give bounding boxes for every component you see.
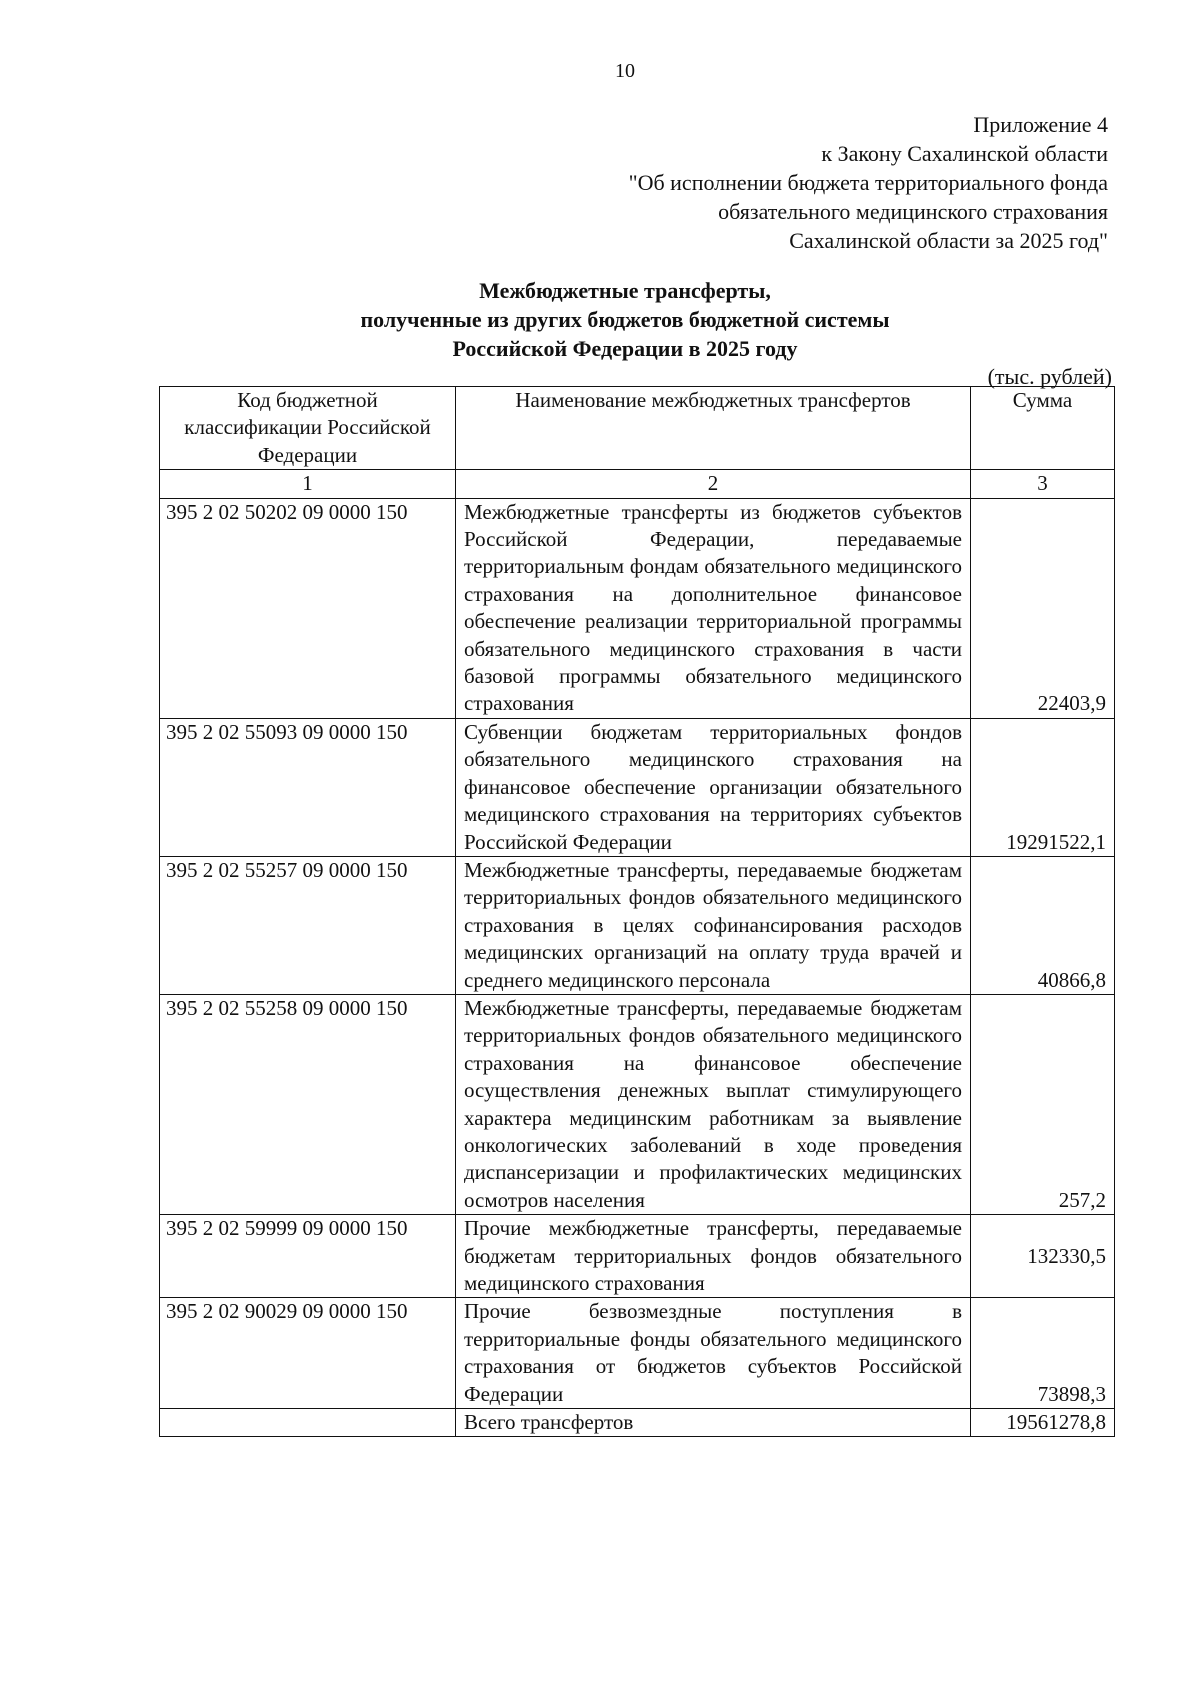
page-number: 10 xyxy=(615,60,635,82)
header-amount: Сумма xyxy=(971,387,1115,470)
row-amount: 132330,5 xyxy=(971,1215,1115,1298)
row-name: Прочие межбюджетные трансферты, передаваемые бюджетам территориальных фондов обязательного медицинского страхования xyxy=(456,1215,971,1298)
transfers-table xyxy=(159,386,1115,1437)
table-row xyxy=(160,1298,1115,1409)
total-amount: 19561278,8 xyxy=(971,1409,1115,1437)
row-code: 395 2 02 55258 09 0000 150 xyxy=(160,994,456,1214)
row-name: Межбюджетные трансферты, передаваемые бюджетам территориальных фондов обязательного медицинского страхования на финансовое обеспечение осуществления денежных выплат стимулирующего характера медицинским работникам за выявление онкологических заболеваний в ходе проведения диспансеризации и профилактических медицинских осмотров населения xyxy=(456,994,971,1214)
table-row xyxy=(160,994,1115,1214)
table-row xyxy=(160,1215,1115,1298)
row-code: 395 2 02 55093 09 0000 150 xyxy=(160,718,456,856)
column-number: 1 xyxy=(160,470,456,498)
document-title xyxy=(150,276,1100,363)
column-number: 3 xyxy=(971,470,1115,498)
row-amount: 19291522,1 xyxy=(971,718,1115,856)
title-line: Межбюджетные трансферты, xyxy=(479,278,771,303)
title-line: полученные из других бюджетов бюджетной системы xyxy=(360,307,890,332)
total-row xyxy=(160,1409,1115,1437)
column-number: 2 xyxy=(456,470,971,498)
row-name: Субвенции бюджетам территориальных фондов обязательного медицинского страхования на финансовое обеспечение организации обязательного медицинского страхования на территориях субъектов Российской Федерации xyxy=(456,718,971,856)
appendix-line: "Об исполнении бюджета территориального фонда xyxy=(628,170,1108,195)
table-header-row xyxy=(160,387,1115,470)
row-code: 395 2 02 59999 09 0000 150 xyxy=(160,1215,456,1298)
appendix-line: обязательного медицинского страхования xyxy=(718,199,1108,224)
units-label: (тыс. рублей) xyxy=(987,364,1112,389)
appendix-line: к Закону Сахалинской области xyxy=(821,141,1108,166)
row-amount: 257,2 xyxy=(971,994,1115,1214)
header-code: Код бюджетной классификации Российской Федерации xyxy=(160,387,456,470)
appendix-line: Сахалинской области за 2025 год" xyxy=(789,228,1108,253)
row-code: 395 2 02 55257 09 0000 150 xyxy=(160,856,456,994)
header-name: Наименование межбюджетных трансфертов xyxy=(456,387,971,470)
table-row xyxy=(160,498,1115,718)
appendix-line: Приложение 4 xyxy=(973,112,1108,137)
table-row xyxy=(160,718,1115,856)
total-code xyxy=(160,1409,456,1437)
row-name: Межбюджетные трансферты из бюджетов субъектов Российской Федерации, передаваемые территориальным фондам обязательного медицинского страхования на дополнительное финансовое обеспечение реализации территориальной программы обязательного медицинского страхования в части базовой программы обязательного медицинского страхования xyxy=(456,498,971,718)
row-code: 395 2 02 90029 09 0000 150 xyxy=(160,1298,456,1409)
row-amount: 73898,3 xyxy=(971,1298,1115,1409)
row-amount: 40866,8 xyxy=(971,856,1115,994)
table-row xyxy=(160,856,1115,994)
column-number-row xyxy=(160,470,1115,498)
total-label: Всего трансфертов xyxy=(456,1409,971,1437)
row-name: Прочие безвозмездные поступления в территориальные фонды обязательного медицинского страхования от бюджетов субъектов Российской Федерации xyxy=(456,1298,971,1409)
row-amount: 22403,9 xyxy=(971,498,1115,718)
row-name: Межбюджетные трансферты, передаваемые бюджетам территориальных фондов обязательного медицинского страхования в целях софинансирования расходов медицинских организаций на оплату труда врачей и среднего медицинского персонала xyxy=(456,856,971,994)
appendix-header xyxy=(629,110,1108,255)
title-line: Российской Федерации в 2025 году xyxy=(452,336,798,361)
row-code: 395 2 02 50202 09 0000 150 xyxy=(160,498,456,718)
